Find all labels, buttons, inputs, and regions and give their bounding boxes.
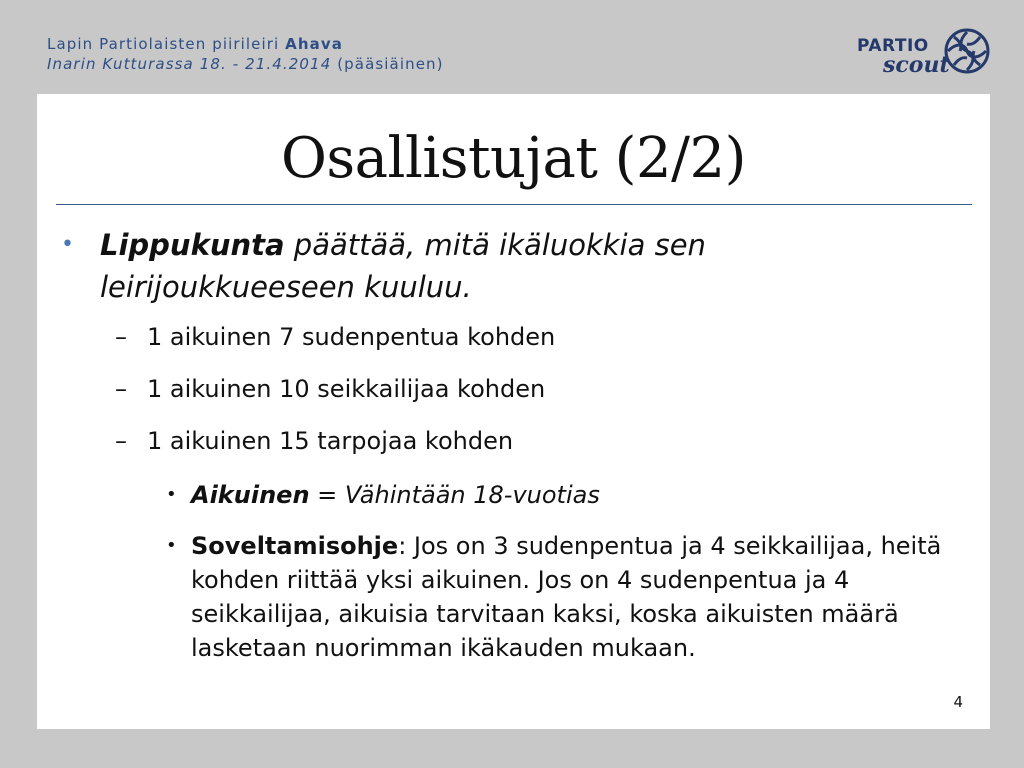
slide-content xyxy=(37,94,990,729)
dash-icon: – xyxy=(115,375,127,403)
logo-partio-text: PARTIO xyxy=(857,36,929,56)
event-location-date xyxy=(47,55,444,73)
event-place-date: Inarin Kutturassa 18. - 21.4.2014 xyxy=(47,55,332,73)
small-bullet-icon: • xyxy=(166,484,177,505)
slide-title: Osallistujat (2/2) xyxy=(281,126,746,191)
logo-scout-text: scout xyxy=(883,52,950,78)
sub-item-sudenpentu xyxy=(115,323,556,351)
bullet-lippukunta-bold: Lippukunta xyxy=(100,228,285,262)
event-title-prefix: Lapin Partiolaisten piirileiri xyxy=(47,35,280,53)
event-occasion: (pääsiäinen) xyxy=(337,55,444,73)
dash-icon: – xyxy=(115,323,127,351)
event-name: Ahava xyxy=(285,35,343,53)
bullet-lippukunta xyxy=(61,224,860,308)
dash-icon: – xyxy=(115,427,127,455)
sub-item-text: 1 aikuinen 10 seikkailijaa kohden xyxy=(147,375,546,403)
bullet-lippukunta-text: päättää, mitä ikäluokkia sen leirijoukkueeseen kuuluu. xyxy=(100,228,706,304)
sub-item-text: 1 aikuinen 7 sudenpentua kohden xyxy=(147,323,556,351)
partio-scout-logo xyxy=(855,24,995,82)
sub-sub-item-soveltamisohje xyxy=(166,529,971,665)
sub-sub-item-aikuinen xyxy=(166,478,951,512)
sub-item-text: 1 aikuinen 15 tarpojaa kohden xyxy=(147,427,514,455)
soveltamisohje-bold: Soveltamisohje xyxy=(191,532,399,560)
sub-item-tarpoja xyxy=(115,427,514,455)
soveltamisohje-text: : Jos on 3 sudenpentua ja 4 seikkailijaa, heitä kohden riittää yksi aikuinen. Jos on 4 sudenpentua ja 4 seikkailijaa, aikuisia tarvitaan kaksi, koska aikuisten määrä lasketaan nuorimman ikäkauden mukaan. xyxy=(191,532,942,662)
bullet-dot-icon: • xyxy=(61,232,74,257)
aikuinen-bold: Aikuinen xyxy=(191,481,310,509)
scout-emblem-icon xyxy=(941,24,993,78)
aikuinen-text: = Vähintään 18-vuotias xyxy=(309,481,600,509)
sub-item-seikkailija xyxy=(115,375,546,403)
page-number: 4 xyxy=(953,693,963,711)
event-title xyxy=(47,35,343,53)
title-divider xyxy=(56,204,972,205)
small-bullet-icon: • xyxy=(166,535,177,556)
